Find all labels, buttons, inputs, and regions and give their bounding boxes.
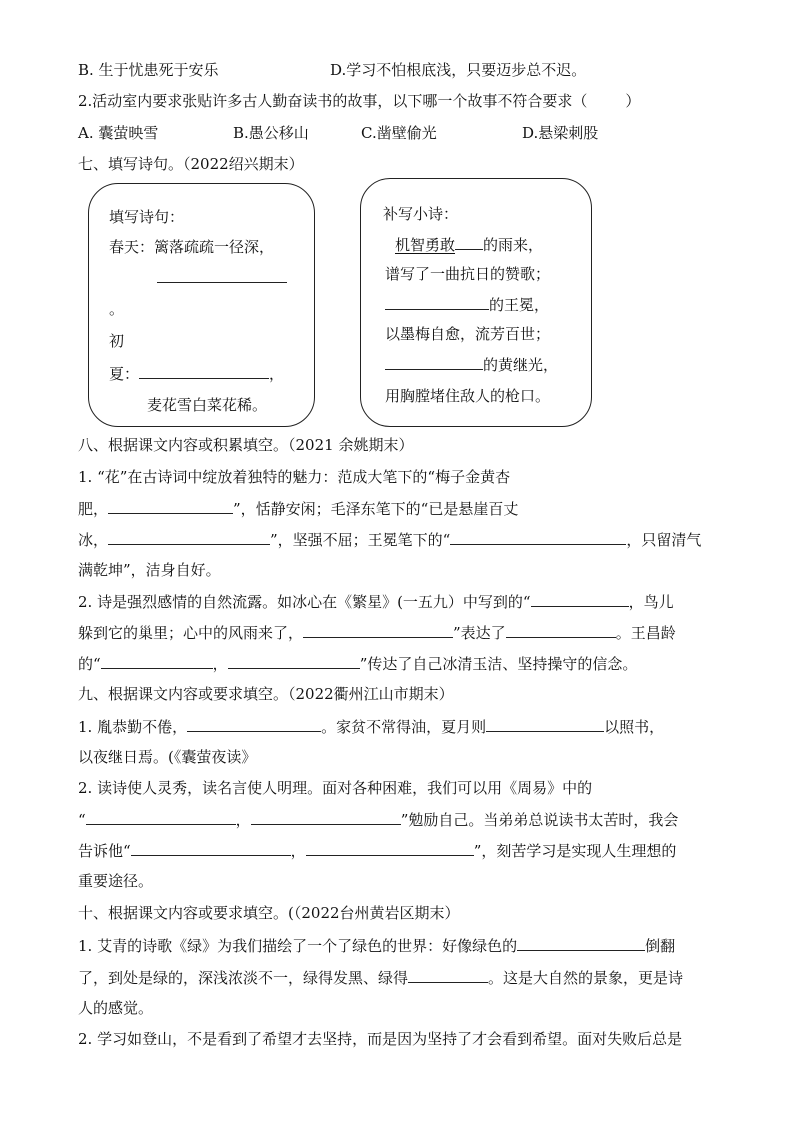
blank-s8-6[interactable] [506, 619, 616, 638]
q6-question-2: 2.活动室内要求张贴许多古人勤奋读书的故事，以下哪一个故事不符合要求（ ） [78, 88, 640, 114]
answer-paren-space[interactable] [587, 88, 625, 106]
right-blank-1[interactable] [385, 291, 489, 310]
option-d-choice: D.悬梁刺股 [522, 124, 599, 142]
option-a-choice: A. 囊萤映雪 [78, 124, 159, 142]
blank-s9-5[interactable] [131, 837, 291, 856]
right-blank-2[interactable] [385, 351, 483, 370]
blank-s10-1[interactable] [517, 932, 645, 951]
blank-s8-5[interactable] [303, 619, 453, 638]
blank-s9-3[interactable] [86, 806, 236, 825]
blank-s8-2[interactable] [108, 526, 270, 545]
left-blank-1[interactable] [157, 264, 287, 283]
option-c-choice: C.凿壁偷光 [361, 124, 437, 142]
section-7-title: 七、填写诗句。（2022绍兴期末） [78, 155, 304, 173]
left-box-spring: 春天：篱落疏疏一径深， [109, 238, 275, 256]
left-box-last: 麦花雪白菜花稀。 [147, 396, 268, 414]
s10-q1-line-b: 了，到处是绿的，深浅浓淡不一，绿得发黑、绿得 。这是大自然的景象，更是诗 [78, 964, 683, 990]
filled-example: 机智勇敢 [395, 236, 456, 254]
blank-s10-2[interactable] [408, 964, 488, 983]
left-box-dot: 。 [109, 300, 125, 318]
right-box-heading: 补写小诗： [383, 205, 459, 223]
poem-box-right [360, 178, 592, 427]
blank-s9-6[interactable] [306, 837, 474, 856]
section-10-title: 十、根据课文内容或要求填空。(（2022台州黄岩区期末） [78, 904, 460, 922]
left-box-early: 初 [109, 332, 125, 350]
s10-q2-line-a: 2. 学习如登山，不是看到了希望才去坚持，而是因为坚持了才会看到希望。面对失败后总是 [78, 1030, 683, 1048]
blank-s8-1[interactable] [108, 495, 233, 514]
section-8-title: 八、根据课文内容或积累填空。（2021 余姚期末） [78, 436, 414, 454]
s8-q2-line-c: 的“ ， ”传达了自己冰清玉洁、坚持操守的信念。 [78, 650, 637, 676]
s10-q1-line-a: 1. 艾青的诗歌《绿》为我们描绘了一个了绿色的世界：好像绿色的 倒翻 [78, 932, 675, 958]
s8-q1-line-b: 肥， ”，恬静安闲；毛泽东笔下的“已是悬崖百丈 [78, 495, 518, 521]
blank-s8-3[interactable] [450, 526, 626, 545]
s8-q1-line-d: 满乾坤”，洁身自好。 [78, 561, 221, 579]
left-box-heading: 填写诗句： [109, 208, 185, 226]
left-blank-2[interactable] [139, 360, 269, 379]
blank-s9-4[interactable] [251, 806, 401, 825]
s8-q2-line-b: 躲到它的巢里；心中的风雨来了， ”表达了 。王昌龄 [78, 619, 676, 645]
s9-q1-line-b: 以夜继日焉。(《囊萤夜读》 [78, 748, 257, 766]
blank-s8-7[interactable] [101, 650, 213, 669]
blank-s9-2[interactable] [486, 713, 604, 732]
q6-options [78, 120, 718, 146]
s8-q1-line-a: 1. “花”在古诗词中绽放着独特的魅力：范成大笔下的“梅子金黄杏 [78, 468, 511, 486]
blank-s8-4[interactable] [531, 588, 629, 607]
s8-q2-line-a: 2. 诗是强烈感情的自然流露。如冰心在《繁星》(一五九）中写到的“ ，鸟儿 [78, 588, 674, 614]
blank-s8-8[interactable] [228, 650, 360, 669]
right-box-line-4: 以墨梅自愈，流芳百世； [385, 325, 551, 343]
s10-q1-line-c: 人的感觉。 [78, 999, 154, 1017]
s9-q2-line-b: “ ， ”勉励自己。当弟弟总说读书太苦时，我会 [78, 806, 678, 832]
right-box-line-3: 的王冕， [385, 291, 549, 317]
option-d: D.学习不怕根底浅，只要迈步总不迟。 [330, 61, 587, 79]
s9-q2-line-d: 重要途径。 [78, 872, 154, 890]
poem-box-left [88, 183, 315, 427]
right-box-line-5: 的黄继光， [385, 351, 558, 377]
right-box-line-1: 机智勇敢 的雨来， [395, 231, 543, 257]
option-b-choice: B.愚公移山 [233, 124, 309, 142]
s8-q1-line-c: 冰， ”，坚强不屈；王冕笔下的“ ，只留清气 [78, 526, 701, 552]
right-box-line-2: 谱写了一曲抗日的赞歌； [385, 265, 551, 283]
s9-q2-line-c: 告诉他“ ， ”，刻苦学习是实现人生理想的 [78, 837, 676, 863]
s9-q1-line-a: 1. 胤恭勤不倦， 。家贫不常得油，夏月则 以照书， [78, 713, 664, 739]
blank-s9-1[interactable] [187, 713, 321, 732]
left-box-summer-row: 夏： ， [109, 360, 284, 386]
option-b: B. 生于忧患死于安乐 [78, 61, 219, 79]
right-box-line-6: 用胸膛堵住敌人的枪口。 [385, 387, 551, 405]
section-9-title: 九、根据课文内容或要求填空。（2022衢州江山市期末） [78, 685, 454, 703]
q6-option-row-1 [78, 57, 587, 83]
left-box-blank-1-row [157, 264, 287, 290]
s9-q2-line-a: 2. 读诗使人灵秀，读名言使人明理。面对各种困难，我们可以用《周易》中的 [78, 779, 593, 797]
